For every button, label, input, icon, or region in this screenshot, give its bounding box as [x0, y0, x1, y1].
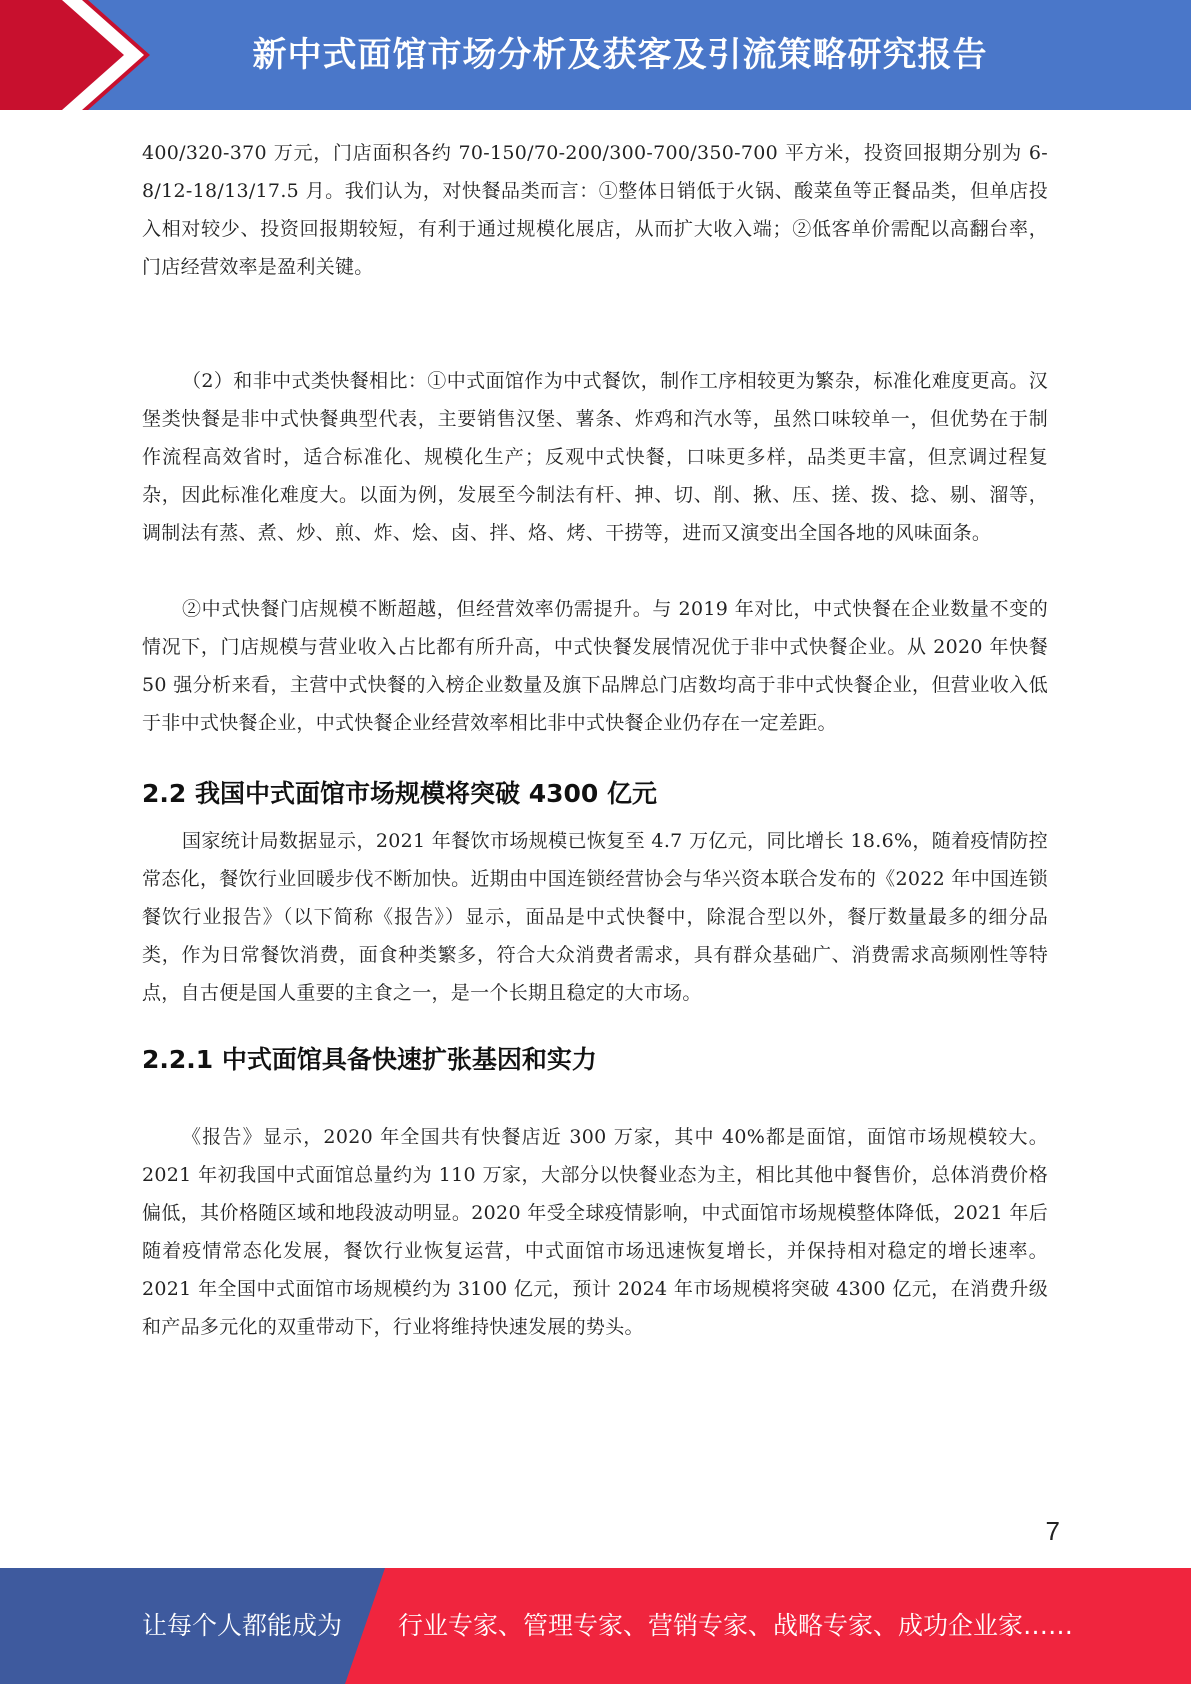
- page-footer: [0, 1568, 1191, 1684]
- report-title: 新中式面馆市场分析及获客及引流策略研究报告: [252, 35, 988, 75]
- paragraph-noodle-shops: 《报告》显示，2020 年全国共有快餐店近 300 万家，其中 40%都是面馆，面馆市场规模较大。2021 年初我国中式面馆总量约为 110 万家，大部分以快餐业态为主，相比其他中餐售价，总体消费价格偏低，其价格随区域和地段波动明显。2020 年受全球疫情影响，中式面馆市场规模整体降低，2021 年后随着疫情常态化发展，餐饮行业恢复运营，中式面馆市场迅速恢复增长，并保持相对稳定的增长速率。2021 年全国中式面馆市场规模约为 3100 亿元，预计 2024 年市场规模将突破 4300 亿元，在消费升级和产品多元化的双重带动下，行业将维持快速发展的势头。: [142, 1126, 1048, 1338]
- spacer: [142, 286, 1048, 362]
- paragraph-market-size: 国家统计局数据显示，2021 年餐饮市场规模已恢复至 4.7 万亿元，同比增长 18.6%，随着疫情防控常态化，餐饮行业回暖步伐不断加快。近期由中国连锁经营协会与华兴资本联合发布的《2022 年中国连锁餐饮行业报告》（以下简称《报告》）显示，面品是中式快餐中，除混合型以外，餐厅数量最多的细分品类，作为日常餐饮消费，面食种类繁多，符合大众消费者需求，具有群众基础广、消费需求高频刚性等特点，自古便是国人重要的主食之一，是一个长期且稳定的大市场。: [142, 830, 1048, 1004]
- page-number: 7: [1045, 1516, 1060, 1546]
- paragraph-store-scale: ②中式快餐门店规模不断超越，但经营效率仍需提升。与 2019 年对比，中式快餐在企业数量不变的情况下，门店规模与营业收入占比都有所升高，中式快餐发展情况优于非中式快餐企业。从 2020 年快餐 50 强分析来看，主营中式快餐的入榜企业数量及旗下品牌总门店数均高于非中式快餐企业，但营业收入低于非中式快餐企业，中式快餐企业经营效率相比非中式快餐企业仍存在一定差距。: [142, 598, 1048, 734]
- section-heading-2-2-1: 2.2.1 中式面馆具备快速扩张基因和实力: [142, 1045, 597, 1074]
- paragraph-investment: 400/320-370 万元，门店面积各约 70-150/70-200/300-700/350-700 平方米，投资回报期分别为 6-8/12-18/13/17.5 月。我们认为，对快餐品类而言：①整体日销低于火锅、酸菜鱼等正餐品类，但单店投入相对较少、投资回报期较短，有利于通过规模化展店，从而扩大收入端；②低客单价需配以高翻台率，门店经营效率是盈利关键。: [142, 142, 1048, 278]
- spacer: [142, 1080, 1048, 1118]
- spacer: [142, 814, 1048, 822]
- page-header: [0, 0, 1191, 110]
- spacer: [142, 1012, 1048, 1040]
- paragraph-comparison: （2）和非中式类快餐相比：①中式面馆作为中式餐饮，制作工序相较更为繁杂，标准化难度更高。汉堡类快餐是非中式快餐典型代表，主要销售汉堡、薯条、炸鸡和汽水等，虽然口味较单一，但优势在于制作流程高效省时，适合标准化、规模化生产；反观中式快餐，口味更多样，品类更丰富，但烹调过程复杂，因此标准化难度大。以面为例，发展至今制法有杆、抻、切、削、揪、压、搓、拨、捻、剔、溜等，调制法有蒸、煮、炒、煎、炸、烩、卤、拌、烙、烤、干捞等，进而又演变出全国各地的风味面条。: [142, 370, 1048, 544]
- section-heading-2-2: 2.2 我国中式面馆市场规模将突破 4300 亿元: [142, 779, 657, 808]
- spacer: [142, 742, 1048, 774]
- main-content: [142, 134, 1048, 1346]
- footer-slogan-left: 让每个人都能成为: [142, 1611, 343, 1640]
- spacer: [142, 552, 1048, 590]
- footer-slogan-right: 行业专家、管理专家、营销专家、战略专家、成功企业家……: [398, 1611, 1074, 1640]
